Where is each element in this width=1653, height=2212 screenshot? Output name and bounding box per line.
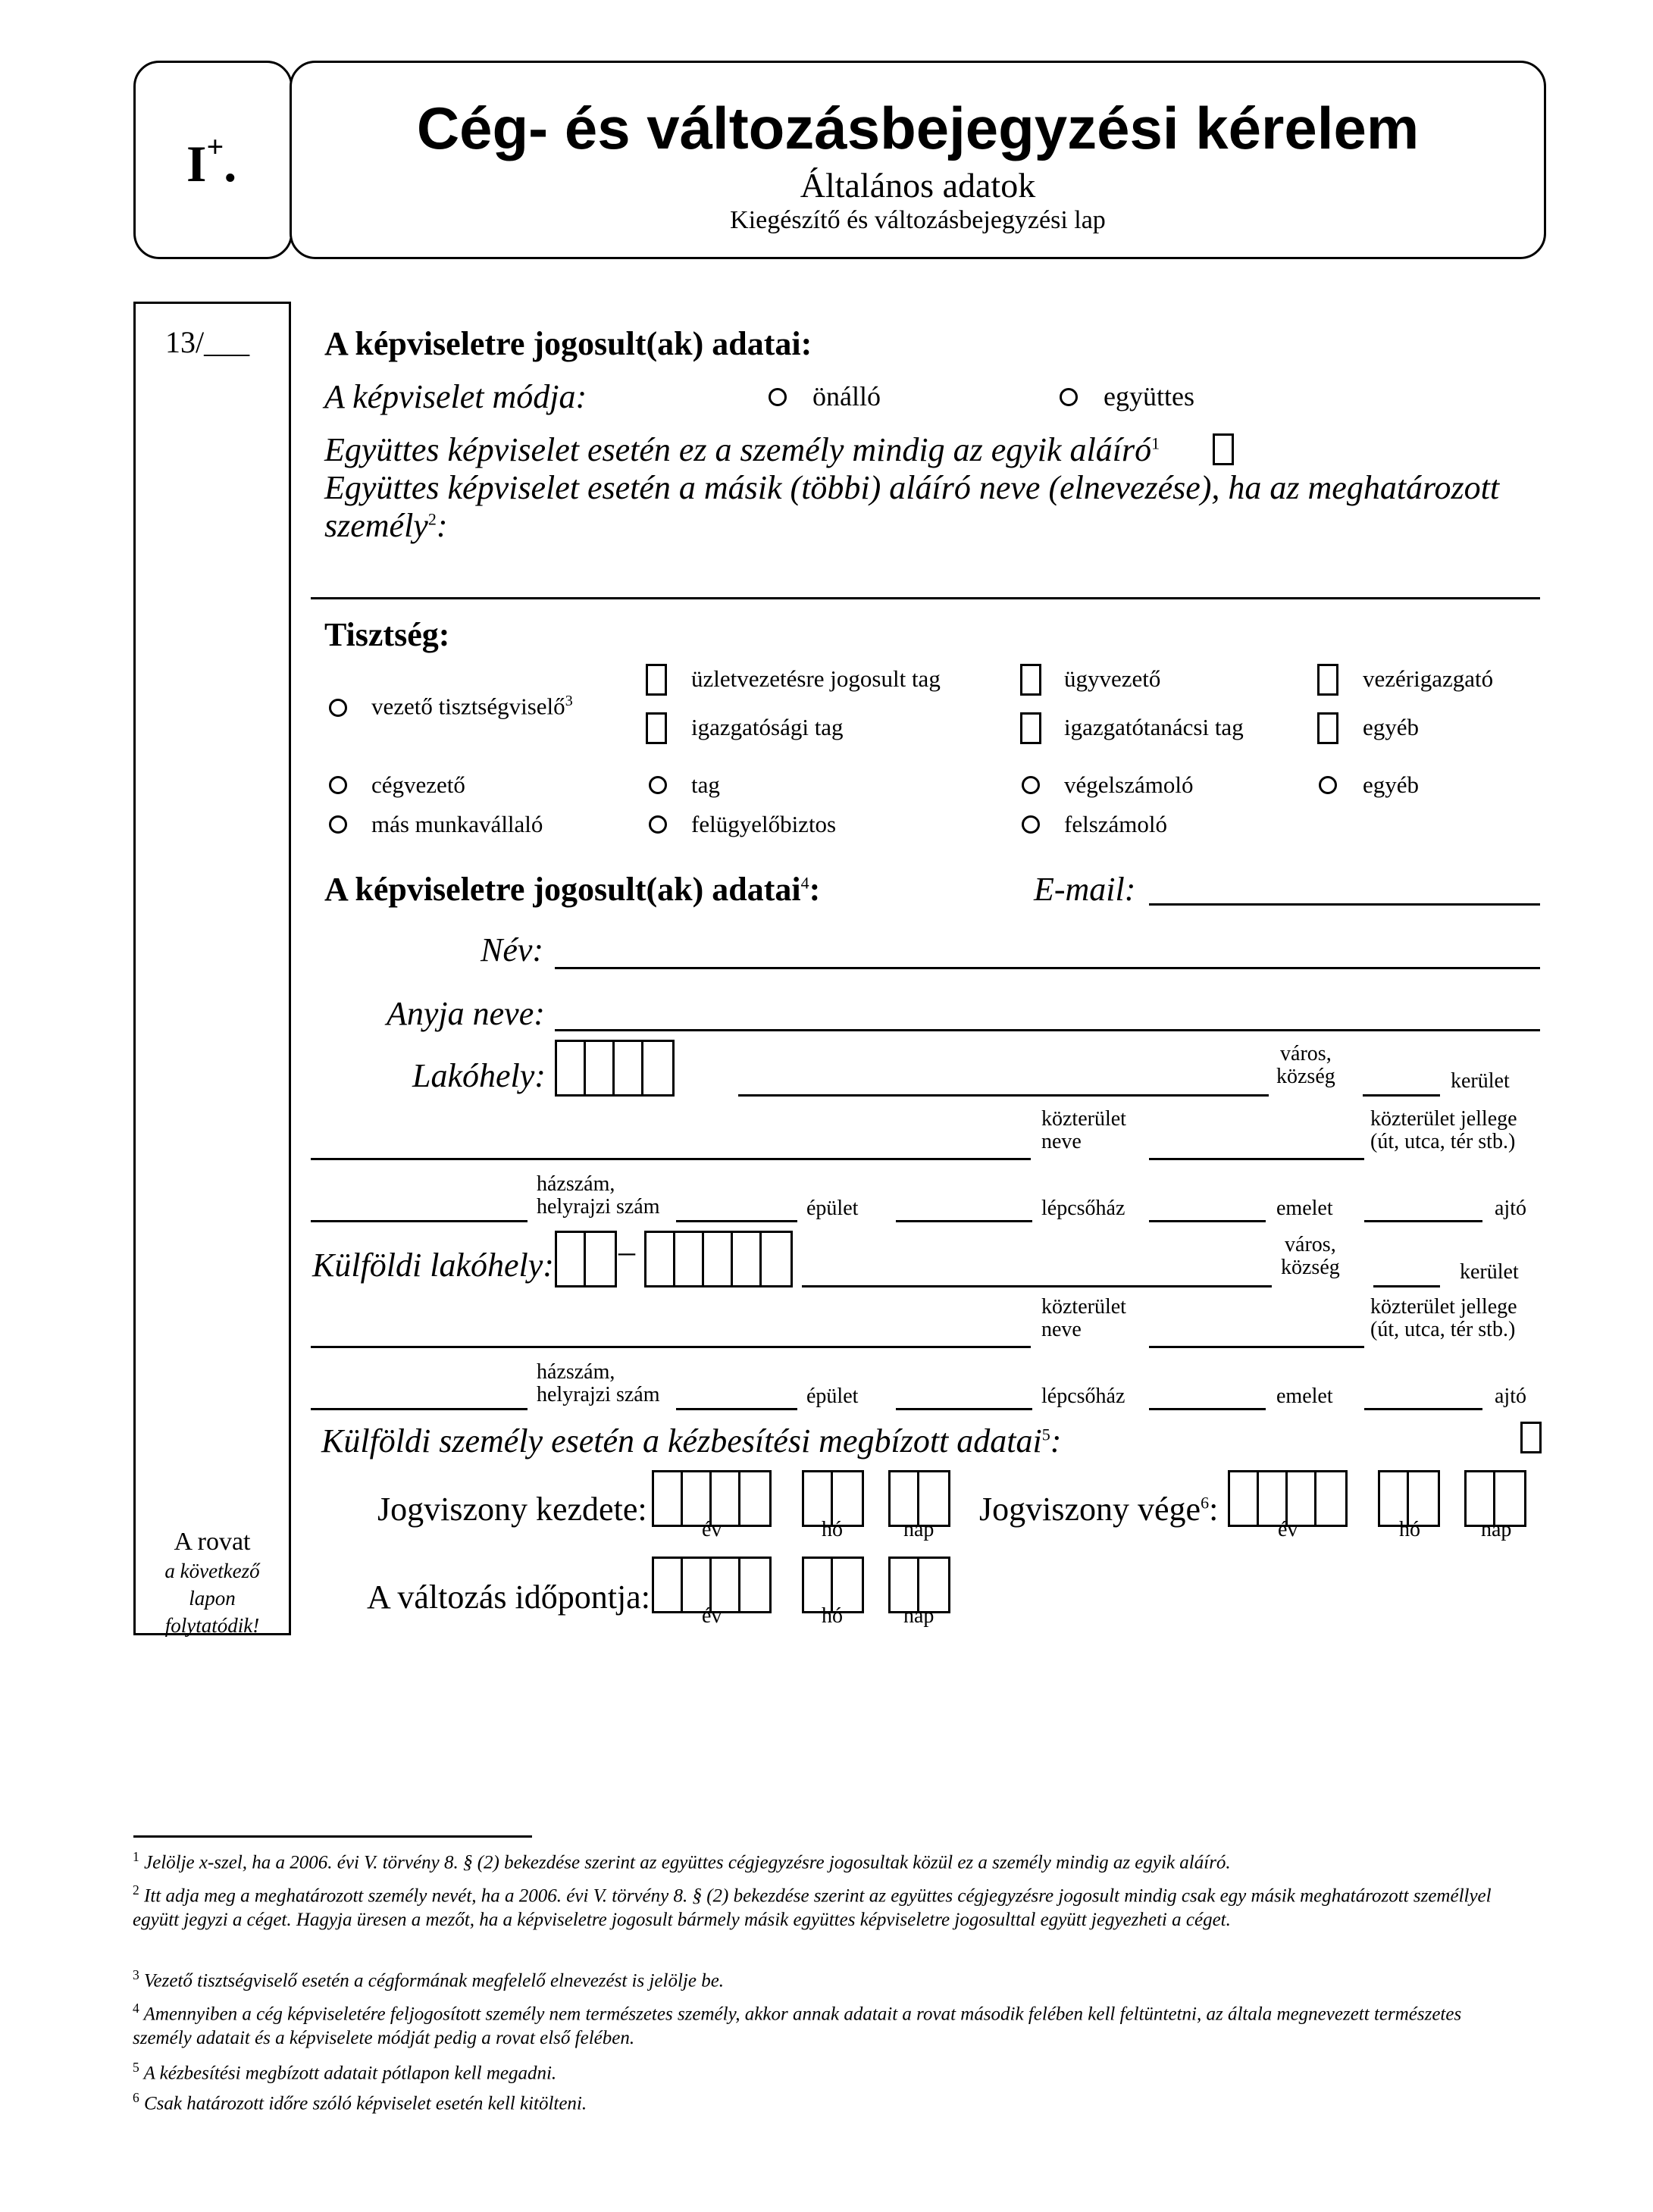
change-day-label: nap — [903, 1604, 935, 1628]
delivery-agent-colon: : — [1050, 1422, 1062, 1460]
footnote-6-text: Csak határozott időre szóló képviselet esetén kell kitölteni. — [144, 2093, 587, 2114]
foreign-street-type-label-2: (út, utca, tér stb.) — [1370, 1318, 1516, 1341]
radio-mas-munkavallalo-label: más munkavállaló — [371, 811, 543, 837]
radio-egyuttes[interactable] — [1060, 388, 1078, 406]
mother-name-field[interactable] — [555, 1029, 1540, 1031]
foreign-door-label: ajtó — [1495, 1384, 1526, 1408]
footnote-ref-6: 6 — [1201, 1493, 1210, 1513]
foreign-street-label-2: neve — [1041, 1318, 1082, 1341]
footnote-3 — [133, 1963, 1497, 1993]
section-code-letter: I — [186, 135, 207, 192]
foreign-house-label — [537, 1361, 659, 1406]
checkbox-igazgatotanacsi-label: igazgatótanácsi tag — [1064, 714, 1244, 740]
name-label: Név: — [481, 931, 544, 968]
radio-vegelszamolo-label: végelszámoló — [1064, 771, 1194, 798]
section-code-sup: + — [206, 130, 224, 164]
foreign-residence-label: Külföldi lakóhely: — [312, 1247, 554, 1284]
residence-street-field[interactable] — [311, 1158, 1031, 1160]
footnote-ref-1: 1 — [1151, 433, 1160, 453]
change-month-label: hó — [822, 1604, 843, 1628]
page-subtitle: Általános adatok — [800, 166, 1036, 205]
continue-note-1: A rovat — [174, 1528, 251, 1556]
footnote-1 — [133, 1844, 1497, 1875]
footnote-4 — [133, 1996, 1497, 2051]
positions-heading: Tisztség: — [324, 616, 450, 653]
residence-building-field[interactable] — [676, 1220, 797, 1222]
vezeto-label-text: vezető tisztségviselő — [371, 693, 565, 720]
foreign-building-label: épület — [806, 1384, 859, 1408]
house-label-2: helyrajzi szám — [537, 1195, 660, 1219]
record-number: 13/___ — [165, 325, 250, 359]
email-field[interactable] — [1149, 903, 1540, 906]
always-signer-text — [324, 430, 1160, 469]
checkbox-igazgatotanacsi[interactable] — [1020, 712, 1041, 744]
residence-floor-label: emelet — [1276, 1197, 1333, 1220]
always-signer-checkbox[interactable] — [1213, 433, 1234, 465]
residence-house-label — [537, 1173, 659, 1219]
foreign-street-label — [1041, 1296, 1126, 1341]
other-signer-line1: Együttes képviselet esetén a másik (többi) aláíró neve (elnevezése), ha az meghatározott — [324, 469, 1500, 506]
house-label-1: házszám, — [537, 1172, 615, 1196]
footnote-ref-5: 5 — [1041, 1425, 1050, 1444]
footnote-6-num: 6 — [133, 2090, 139, 2105]
delivery-agent-checkbox[interactable] — [1520, 1422, 1542, 1453]
foreign-city-label — [1281, 1234, 1340, 1279]
street-label-2: neve — [1041, 1130, 1082, 1153]
left-column — [133, 302, 291, 1635]
section-code-dot: . — [224, 135, 237, 192]
checkbox-uzletvezetes[interactable] — [646, 664, 667, 696]
residence-floor-field[interactable] — [1149, 1220, 1266, 1222]
footnote-5 — [133, 2055, 1497, 2085]
foreign-street-type-label-1: közterület jellege — [1370, 1295, 1517, 1319]
end-date-text: Jogviszony vége — [979, 1491, 1201, 1528]
section2-heading — [324, 870, 820, 909]
foreign-building-field[interactable] — [676, 1408, 797, 1410]
continue-note-4: folytatódik! — [164, 1614, 260, 1637]
foreign-street-type-field[interactable] — [1149, 1346, 1364, 1348]
residence-door-label: ajtó — [1495, 1197, 1526, 1220]
name-field[interactable] — [555, 967, 1540, 969]
continue-note-3: lapon — [189, 1587, 236, 1610]
residence-house-field[interactable] — [311, 1220, 528, 1222]
delivery-agent-label — [321, 1422, 1061, 1460]
delivery-agent-text: Külföldi személy esetén a kézbesítési megbízott adatai — [321, 1422, 1042, 1460]
foreign-house-field[interactable] — [311, 1408, 528, 1410]
start-year-label: év — [702, 1518, 722, 1541]
checkbox-igazgatosagi-label: igazgatósági tag — [691, 714, 844, 740]
other-signer-line2 — [324, 506, 448, 545]
checkbox-vezerigazgato-label: vezérigazgató — [1363, 665, 1494, 692]
foreign-stairs-field[interactable] — [896, 1408, 1032, 1410]
foreign-street-field[interactable] — [311, 1346, 1031, 1348]
other-signer-word: személy — [324, 507, 428, 544]
footnote-1-num: 1 — [133, 1849, 139, 1864]
residence-street-label — [1041, 1108, 1126, 1153]
footnote-3-text: Vezető tisztségviselő esetén a cégformának megfelelő elnevezést is jelölje be. — [144, 1970, 725, 1991]
foreign-stairs-label: lépcsőház — [1041, 1384, 1125, 1408]
radio-onallo-label: önálló — [812, 381, 881, 411]
continue-note-2: a következő — [164, 1560, 260, 1582]
radio-mas-munkavallalo[interactable] — [329, 815, 347, 834]
other-signer-colon: : — [436, 507, 448, 544]
footnote-ref-4: 4 — [800, 873, 809, 893]
foreign-door-field[interactable] — [1364, 1408, 1482, 1410]
footnote-1-text: Jelölje x-szel, ha a 2006. évi V. törvény 8. § (2) bekezdése szerint az együttes cégjegyzésre jogosultak közül ez a személy mindig az egyik aláíró. — [144, 1852, 1231, 1873]
footnote-6 — [133, 2085, 1497, 2116]
footnote-ref-3: 3 — [565, 693, 573, 709]
section1-heading: A képviseletre jogosult(ak) adatai: — [324, 325, 812, 362]
footnote-4-num: 4 — [133, 2001, 139, 2016]
footnote-separator — [133, 1835, 532, 1838]
radio-cegvezeto[interactable] — [329, 776, 347, 794]
residence-stairs-field[interactable] — [896, 1220, 1032, 1222]
residence-street-type-label — [1370, 1108, 1517, 1153]
street-type-label-2: (út, utca, tér stb.) — [1370, 1130, 1516, 1153]
footnote-2-text: Itt adja meg a meghatározott személy nevét, ha a 2006. évi V. törvény 8. § (2) bekezdése szerint az együttes cégjegyzésre jogosult mindig csak egy másik meghatározott személlyel együtt jegyzi a céget. Hagyja üresen a mezőt, ha a képviseletre jogosult bármely másik együttes képviseletre jogosulttal együtt jegyezheti a céget. — [133, 1885, 1492, 1931]
checkbox-ugyvezeto-label: ügyvezető — [1064, 665, 1161, 692]
foreign-street-type-label — [1370, 1296, 1517, 1341]
change-year-label: év — [702, 1604, 722, 1628]
radio-cegvezeto-label: cégvezető — [371, 771, 465, 798]
foreign-postcode[interactable] — [644, 1231, 793, 1287]
start-day-label: nap — [903, 1518, 935, 1541]
other-signer-field[interactable] — [311, 597, 1540, 599]
footnote-5-num: 5 — [133, 2060, 139, 2075]
residence-postcode[interactable] — [555, 1040, 675, 1097]
residence-label: Lakóhely: — [412, 1057, 546, 1094]
foreign-house-label-1: házszám, — [537, 1360, 615, 1384]
change-date-label: A változás időpontja: — [367, 1578, 650, 1616]
page-title: Cég- és változásbejegyzési kérelem — [416, 95, 1420, 161]
street-type-label-1: közterület jellege — [1370, 1107, 1517, 1131]
radio-felszamolo[interactable] — [1022, 815, 1040, 834]
mother-name-label: Anyja neve: — [387, 995, 545, 1032]
foreign-district-label: kerület — [1460, 1260, 1519, 1284]
footnote-5-text: A kézbesítési megbízott adatait pótlapon kell megadni. — [143, 2063, 557, 2084]
foreign-district-field[interactable] — [1373, 1285, 1440, 1287]
section2-heading-text: A képviseletre jogosult(ak) adatai — [324, 871, 801, 908]
checkbox-ugyvezeto[interactable] — [1020, 664, 1041, 696]
residence-door-field[interactable] — [1364, 1220, 1482, 1222]
city-label-1: város, — [1280, 1042, 1332, 1065]
end-year-label: év — [1278, 1518, 1298, 1541]
residence-street-type-field[interactable] — [1149, 1158, 1364, 1160]
foreign-city-label-1: város, — [1285, 1233, 1336, 1256]
checkbox-igazgatosagi[interactable] — [646, 712, 667, 744]
footnote-4-text: Amennyiben a cég képviseletére feljogosított személy nem természetes személy, akkor annak adatait a rovat második felében kell feltüntetni, az általa megnevezett természetes személy adatait és a képviselete módját pedig a rovat első felében. — [133, 2004, 1462, 2049]
checkbox-egyeb[interactable] — [1317, 712, 1338, 744]
city-label-2: község — [1276, 1065, 1335, 1088]
representation-mode-label: A képviselet módja: — [324, 378, 587, 415]
radio-egyeb-label: egyéb — [1363, 771, 1420, 798]
section-code — [186, 129, 236, 194]
radio-tag[interactable] — [649, 776, 667, 794]
footnote-3-num: 3 — [133, 1967, 139, 1982]
foreign-country-code[interactable] — [555, 1231, 617, 1287]
footnote-2-num: 2 — [133, 1882, 139, 1898]
checkbox-egyeb-label: egyéb — [1363, 714, 1420, 740]
residence-building-label: épület — [806, 1197, 859, 1220]
always-signer-label: Együttes képviselet esetén ez a személy mindig az egyik aláíró — [324, 431, 1152, 468]
street-label-1: közterület — [1041, 1107, 1126, 1131]
section2-heading-colon: : — [809, 871, 821, 908]
end-date-label — [979, 1490, 1218, 1528]
end-day-label: nap — [1481, 1518, 1512, 1541]
radio-vezeto[interactable] — [329, 699, 347, 717]
footnote-ref-2: 2 — [427, 509, 437, 529]
start-month-label: hó — [822, 1518, 843, 1541]
end-date-colon: : — [1209, 1491, 1219, 1528]
radio-egyeb[interactable] — [1319, 776, 1337, 794]
foreign-floor-label: emelet — [1276, 1384, 1333, 1408]
residence-city-label — [1276, 1043, 1335, 1088]
foreign-city-field[interactable] — [802, 1285, 1272, 1287]
checkbox-vezerigazgato[interactable] — [1317, 664, 1338, 696]
foreign-city-label-2: község — [1281, 1256, 1340, 1279]
radio-tag-label: tag — [691, 771, 720, 798]
foreign-floor-field[interactable] — [1149, 1408, 1266, 1410]
start-date-label: Jogviszony kezdete: — [377, 1491, 647, 1528]
radio-egyuttes-label: együttes — [1104, 381, 1194, 411]
foreign-street-label-1: közterület — [1041, 1295, 1126, 1319]
email-label: E-mail: — [1034, 871, 1136, 908]
page-subsubtitle: Kiegészítő és változásbejegyzési lap — [730, 206, 1106, 234]
radio-vezeto-label — [371, 693, 573, 720]
checkbox-uzletvezetes-label: üzletvezetésre jogosult tag — [691, 665, 941, 692]
radio-felszamolo-label: felszámoló — [1064, 811, 1168, 837]
radio-felugyelobiztos[interactable] — [649, 815, 667, 834]
end-month-label: hó — [1399, 1518, 1420, 1541]
radio-felugyelobiztos-label: felügyelőbiztos — [691, 811, 837, 837]
residence-stairs-label: lépcsőház — [1041, 1197, 1125, 1220]
residence-district-field[interactable] — [1363, 1094, 1440, 1097]
footnote-2 — [133, 1878, 1497, 1932]
residence-district-label: kerület — [1451, 1069, 1510, 1093]
radio-vegelszamolo[interactable] — [1022, 776, 1040, 794]
radio-onallo[interactable] — [769, 388, 787, 406]
foreign-house-label-2: helyrajzi szám — [537, 1383, 660, 1406]
foreign-dash: – — [618, 1233, 635, 1270]
residence-city-field[interactable] — [738, 1094, 1269, 1097]
